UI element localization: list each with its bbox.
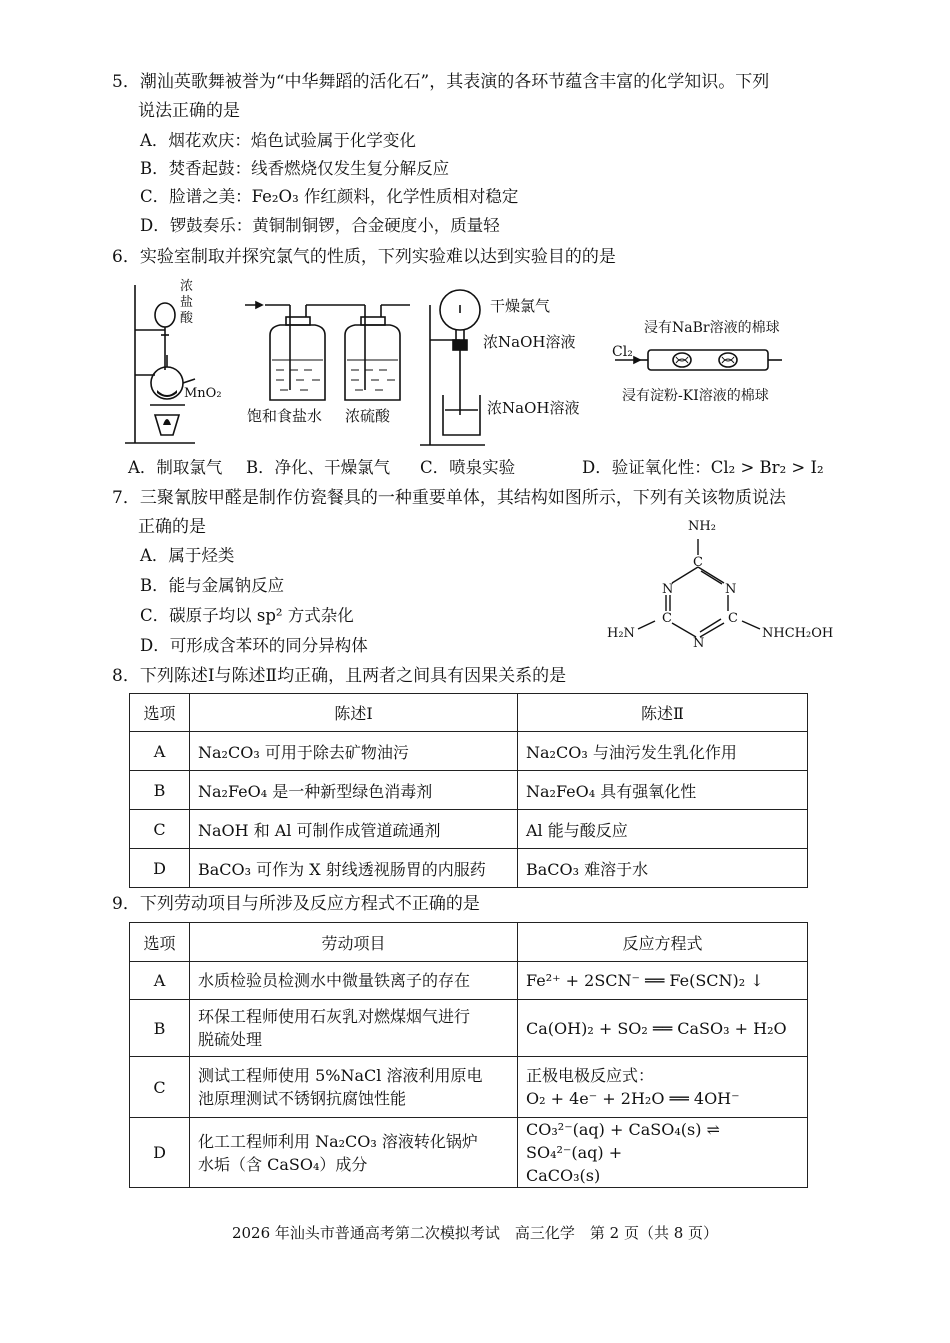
q9-row-b-project-line1: 环保工程师使用石灰乳对燃煤烟气进行	[198, 1007, 471, 1026]
fig-c-label-naoh-beaker: 浓NaOH溶液	[487, 399, 580, 417]
figure-b-wash-bottles	[240, 295, 415, 410]
q8-table	[129, 693, 808, 888]
fig-a-label-1: 浓	[180, 279, 194, 294]
figure-d-oxidation-tube	[610, 340, 790, 380]
q5-option-b: B．焚香起鼓：线香燃烧仅发生复分解反应	[140, 159, 450, 178]
fig-b-label-saltwater: 饱和食盐水	[247, 407, 323, 425]
q8-row-c-s2: Al 能与酸反应	[518, 810, 808, 849]
q7-stem-line1: 7．三聚氰胺甲醛是制作仿瓷餐具的一种重要单体，其结构如图所示，下列有关该物质说法	[112, 488, 786, 508]
q9-row-c-project-line2: 池原理测试不锈钢抗腐蚀性能	[198, 1089, 407, 1108]
q8-stem: 8．下列陈述Ⅰ与陈述Ⅱ均正确，且两者之间具有因果关系的是	[112, 666, 567, 686]
q5-option-c: C．脸谱之美：Fe₂O₃ 作红颜料，化学性质相对稳定	[140, 187, 519, 206]
q8-row-b-s2: Na₂FeO₄ 具有强氧化性	[518, 771, 808, 810]
q9-table	[129, 922, 808, 1188]
figure-q7-structure	[600, 515, 840, 665]
q8-row-c-s1: NaOH 和 Al 可制作成管道疏通剂	[190, 810, 518, 849]
structure-c-right: C	[728, 611, 738, 626]
table-row	[130, 810, 808, 849]
q9-row-b-option: B	[130, 1000, 190, 1057]
q8-row-b-option: B	[130, 771, 190, 810]
q8-row-c-option: C	[130, 810, 190, 849]
q9-row-d-project-line2: 水垢（含 CaSO₄）成分	[198, 1154, 368, 1174]
q9-row-a-project: 水质检验员检测水中微量铁离子的存在	[198, 971, 471, 990]
table-row	[130, 732, 808, 771]
fig-d-label-ki: 浸有淀粉-KI溶液的棉球	[622, 388, 769, 404]
fig-b-label-sulfuric: 浓硫酸	[345, 407, 391, 425]
fig-c-label-naoh-dropper: 浓NaOH溶液	[483, 333, 576, 351]
q9-header-option: 选项	[130, 923, 190, 962]
q9-row-b-equation: Ca(OH)₂ + SO₂ ══ CaSO₃ + H₂O	[526, 1018, 787, 1038]
q5-stem-line2: 说法正确的是	[138, 101, 240, 121]
q7-option-d: D．可形成含苯环的同分异构体	[140, 636, 368, 655]
q5-option-a: A．烟花欢庆：焰色试验属于化学变化	[140, 131, 416, 150]
q7-option-a: A．属于烃类	[140, 546, 235, 565]
structure-c-left: C	[662, 611, 672, 626]
q8-row-a-s2: Na₂CO₃ 与油污发生乳化作用	[518, 732, 808, 771]
table-row	[130, 962, 808, 1000]
q6-option-a: A．制取氯气	[128, 458, 223, 477]
fig-c-label-dry-chlorine: 干燥氯气	[490, 297, 551, 315]
q6-option-c: C．喷泉实验	[420, 458, 516, 477]
page-footer: 2026 年汕头市普通高考第二次模拟考试 高三化学 第 2 页（共 8 页）	[231, 1224, 719, 1242]
structure-n-left: N	[662, 582, 674, 597]
fig-a-label-3: 酸	[180, 311, 194, 326]
q8-row-d-s1: BaCO₃ 可作为 X 射线透视肠胃的内服药	[190, 849, 518, 888]
q5-option-d: D．锣鼓奏乐：黄铜制铜锣，合金硬度小，质量轻	[140, 216, 500, 235]
q9-header-equation: 反应方程式	[518, 923, 808, 962]
q9-row-c-option: C	[130, 1057, 190, 1118]
q9-row-d-project-line1: 化工工程师利用 Na₂CO₃ 溶液转化锅炉	[198, 1131, 478, 1151]
q9-row-b-project-line2: 脱硫处理	[198, 1030, 263, 1049]
fig-d-label-nabr: 浸有NaBr溶液的棉球	[644, 320, 780, 336]
q9-row-c-project-line1: 测试工程师使用 5%NaCl 溶液利用原电	[198, 1066, 483, 1085]
structure-h2n-left: H₂N	[607, 626, 635, 641]
table-row	[130, 1118, 808, 1188]
q9-row-d-equation-line1: CO₃²⁻(aq) + CaSO₄(s) ⇌ SO₄²⁻(aq) +	[526, 1120, 720, 1162]
q9-header-project: 劳动项目	[190, 923, 518, 962]
q9-row-d-equation-line2: CaCO₃(s)	[526, 1166, 601, 1185]
q7-option-b: B．能与金属钠反应	[140, 576, 285, 595]
fig-a-label-2: 盐	[180, 295, 194, 310]
structure-nhch2oh-right: NHCH₂OH	[762, 626, 834, 641]
figure-c-fountain	[415, 285, 490, 450]
q7-stem-line2: 正确的是	[138, 517, 206, 537]
structure-c-top: C	[693, 555, 703, 570]
structure-nh2-top: NH₂	[688, 519, 716, 534]
q6-stem: 6．实验室制取并探究氯气的性质，下列实验难以达到实验目的的是	[112, 247, 616, 267]
q8-header-option: 选项	[130, 694, 190, 732]
q7-option-c: C．碳原子均以 sp² 方式杂化	[140, 606, 354, 625]
structure-n-bottom: N	[693, 636, 705, 651]
q6-option-d: D．验证氧化性：Cl₂ > Br₂ > I₂	[582, 458, 824, 477]
q9-row-a-equation: Fe²⁺ + 2SCN⁻ ══ Fe(SCN)₂ ↓	[526, 971, 764, 990]
q9-row-c-equation-line2: O₂ + 4e⁻ + 2H₂O ══ 4OH⁻	[526, 1089, 740, 1108]
fig-a-label-mno2: MnO₂	[184, 386, 222, 401]
q8-row-a-s1: Na₂CO₃ 可用于除去矿物油污	[190, 732, 518, 771]
q8-row-d-s2: BaCO₃ 难溶于水	[518, 849, 808, 888]
q9-stem: 9．下列劳动项目与所涉及反应方程式不正确的是	[112, 894, 480, 914]
q5-stem-line1: 5．潮汕英歌舞被誉为“中华舞蹈的活化石”，其表演的各环节蕴含丰富的化学知识。下列	[112, 72, 770, 92]
q8-row-d-option: D	[130, 849, 190, 888]
q9-row-c-equation-line1: 正极电极反应式：	[526, 1066, 655, 1085]
q9-row-d-option: D	[130, 1118, 190, 1188]
q6-option-b: B．净化、干燥氯气	[246, 458, 391, 477]
structure-n-right: N	[725, 582, 737, 597]
q8-header-statement2: 陈述Ⅱ	[518, 694, 808, 732]
q8-row-a-option: A	[130, 732, 190, 771]
table-row	[130, 1000, 808, 1057]
table-row	[130, 849, 808, 888]
q8-header-statement1: 陈述Ⅰ	[190, 694, 518, 732]
table-row	[130, 771, 808, 810]
q9-row-a-option: A	[130, 962, 190, 1000]
q8-row-b-s1: Na₂FeO₄ 是一种新型绿色消毒剂	[190, 771, 518, 810]
table-row	[130, 1057, 808, 1118]
fig-d-label-cl2: Cl₂	[612, 344, 633, 360]
